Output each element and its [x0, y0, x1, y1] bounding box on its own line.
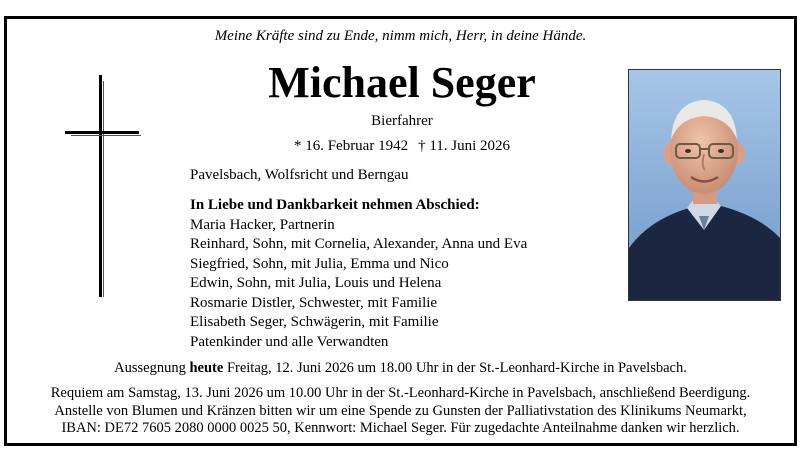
mourner-item: Edwin, Sohn, mit Julia, Louis und Helena — [190, 275, 442, 291]
iban-line: IBAN: DE72 7605 2080 0000 0025 50, Kennwort: Michael Seger. Für zugedachte Anteilnahme danken wir herzlich. — [61, 420, 740, 436]
birth-date: * 16. Februar 1942 — [293, 138, 409, 154]
requiem-line: Requiem am Samstag, 13. Juni 2026 um 10.00 Uhr in der St.-Leonhard-Kirche in Pavelsbach, anschließend Beerdigung. — [50, 385, 751, 401]
portrait-photo — [628, 69, 781, 301]
blessing-today: heute — [189, 360, 224, 376]
mourners-heading: In Liebe und Dankbarkeit nehmen Abschied: — [190, 197, 480, 213]
blessing-prefix: Aussegnung — [114, 360, 190, 376]
mourner-item: Reinhard, Sohn, mit Cornelia, Alexander, Anna und Eva — [190, 236, 528, 252]
mourner-item: Elisabeth Seger, Schwägerin, mit Familie — [190, 314, 439, 330]
blessing-suffix: Freitag, 12. Juni 2026 um 18.00 Uhr in der St.-Leonhard-Kirche in Pavelsbach. — [223, 360, 687, 376]
death-date: † 11. Juni 2026 — [418, 138, 511, 154]
blessing-notice — [7, 360, 794, 377]
cross-icon — [63, 75, 143, 299]
mourners-list — [190, 196, 527, 352]
donation-line: Anstelle von Blumen und Kränzen bitten wir um eine Spende zu Gunsten der Palliativstation des Klinikums Neumarkt, — [54, 402, 747, 419]
mourner-item: Patenkinder und alle Verwandten — [190, 333, 389, 350]
portrait-illustration — [629, 70, 780, 300]
mourner-item: Rosmarie Distler, Schwester, mit Familie — [190, 294, 438, 311]
occupation: Bierfahrer — [371, 113, 433, 129]
place-of-residence: Pavelsbach, Wolfsricht und Berngau — [190, 167, 409, 183]
life-dates — [157, 138, 647, 155]
motto: Meine Kräfte sind zu Ende, nimm mich, Herr, in deine Hände. — [214, 28, 587, 44]
deceased-name: Michael Seger — [268, 58, 536, 107]
mourner-item: Maria Hacker, Partnerin — [190, 216, 335, 233]
mourner-item: Siegfried, Sohn, mit Julia, Emma und Nico — [190, 255, 449, 272]
requiem-notice — [7, 385, 794, 438]
obituary-card — [4, 16, 797, 446]
